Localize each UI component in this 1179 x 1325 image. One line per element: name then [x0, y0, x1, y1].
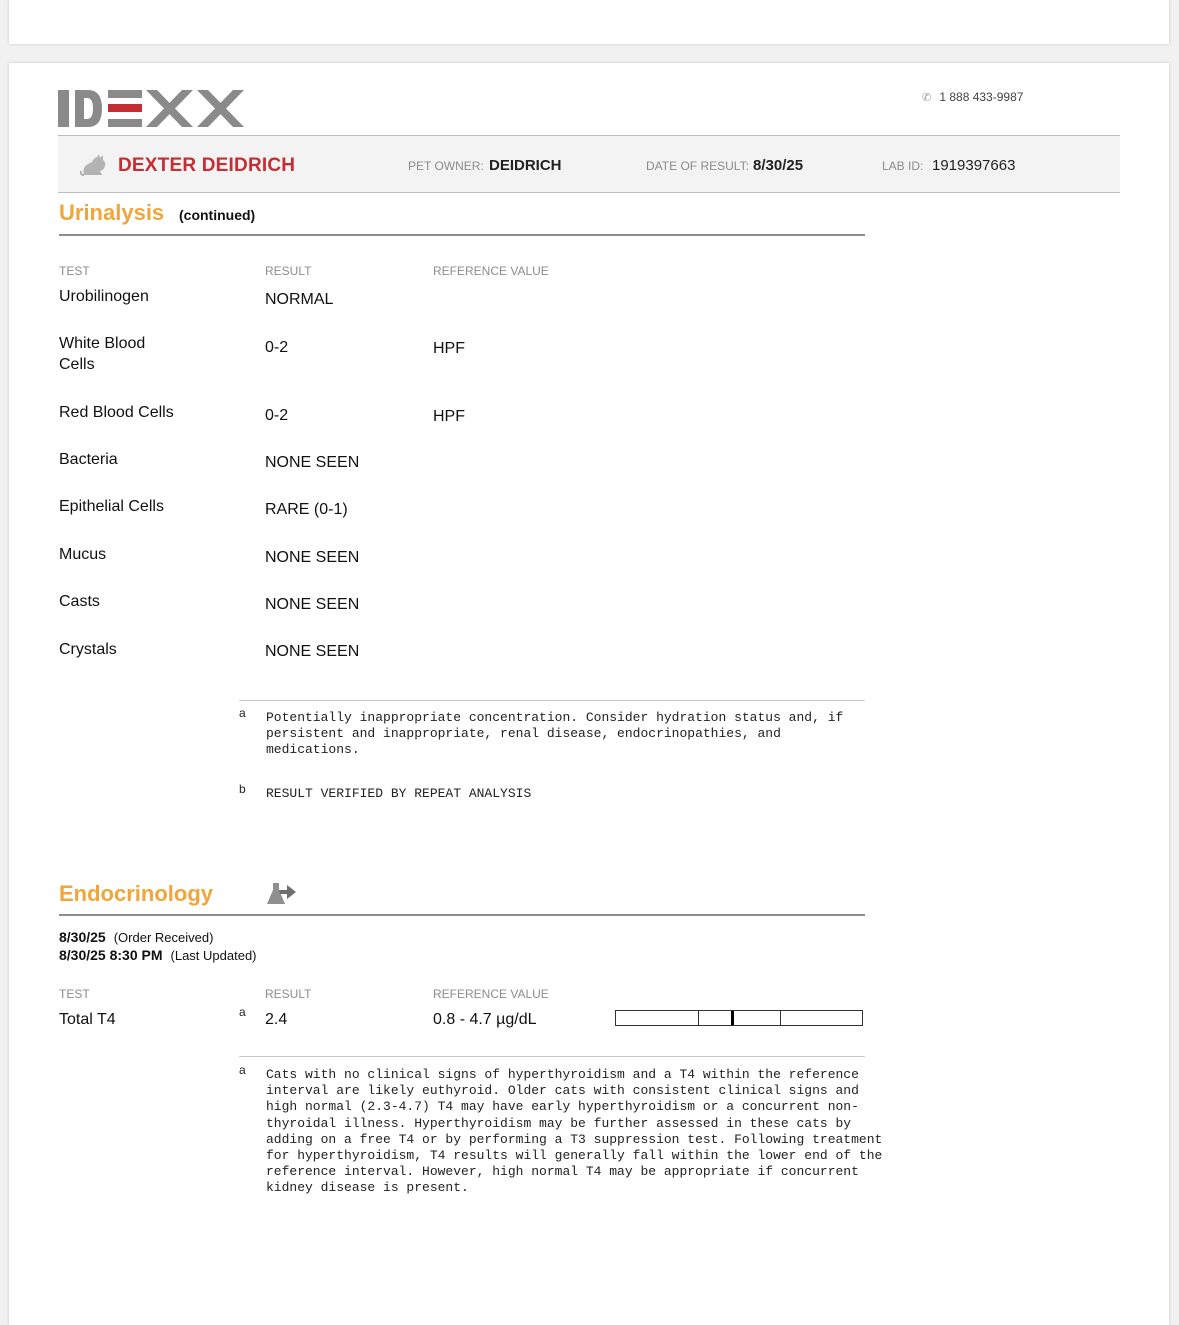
test-result: NONE SEEN	[265, 454, 360, 471]
updated-note: (Last Updated)	[170, 948, 257, 963]
date-of-result-value: 8/30/25	[753, 157, 804, 174]
pet-owner-label: PET OWNER:	[408, 159, 484, 173]
test-name: Crystals	[59, 641, 117, 658]
footnote-text: Cats with no clinical signs of hyperthyroidism and a T4 within the reference interval are likely euthyroid. Older cats with consistent clinical signs and high normal (2.3-4.7) T4 may have early hyperthyroidism or a concurrent non-thyroidal illness. Hyperthyroidism may be further assessed in these cats by adding on a free T4 or by performing a T3 suppression test. Following treatment for hyperthyroidism, T4 results will generally fall within the lower end of the reference interval. However, high normal T4 may be appropriate if concurrent kidney disease is present.	[266, 1067, 883, 1196]
test-name: White Blood Cells	[59, 335, 146, 373]
order-received-line	[59, 929, 213, 945]
reference-range-bar	[615, 1010, 863, 1026]
test-name: Total T4	[59, 1011, 116, 1028]
footnote-text: Potentially inappropriate concentration. Consider hydration status and, if persistent and inappropriate, renal disease, endocrinopathies, and medications.	[266, 710, 844, 758]
footnote-divider	[239, 1056, 865, 1057]
date-of-result-label: DATE OF RESULT:	[646, 159, 749, 173]
reference-column-header: REFERENCE VALUE	[433, 264, 549, 278]
idexx-logo	[58, 90, 244, 127]
phone-number	[922, 90, 1023, 104]
footnote-marker: a	[239, 706, 246, 720]
result-column-header: RESULT	[265, 264, 312, 278]
footnote-divider	[239, 700, 865, 701]
range-low-tick	[698, 1011, 699, 1025]
test-name: Epithelial Cells	[59, 498, 164, 515]
endocrinology-divider	[59, 914, 865, 916]
urinalysis-divider	[59, 234, 865, 236]
test-column-header: TEST	[59, 264, 90, 278]
test-name: Casts	[59, 593, 100, 610]
test-result: NORMAL	[265, 291, 334, 308]
result-column-header: RESULT	[265, 987, 312, 1001]
test-column-header: TEST	[59, 987, 90, 1001]
updated-date: 8/30/25 8:30 PM	[59, 947, 163, 963]
test-result: 0-2	[265, 407, 289, 424]
cat-icon	[80, 153, 110, 177]
previous-page-sheet	[9, 0, 1169, 44]
test-reference: 0.8 - 4.7 µg/dL	[433, 1011, 537, 1028]
result-value-marker	[731, 1011, 734, 1025]
reference-column-header: REFERENCE VALUE	[433, 987, 549, 1001]
test-result: 2.4	[265, 1011, 288, 1028]
test-name: Urobilinogen	[59, 288, 149, 305]
order-note: (Order Received)	[113, 930, 214, 945]
footnote-marker: a	[239, 1005, 246, 1019]
lab-id-label: LAB ID:	[882, 159, 924, 173]
test-result: RARE (0-1)	[265, 501, 348, 518]
test-result: NONE SEEN	[265, 596, 360, 613]
order-date: 8/30/25	[59, 929, 106, 945]
test-name: Mucus	[59, 546, 107, 563]
phone-text: 1 888 433-9987	[939, 90, 1024, 104]
test-result: 0-2	[265, 339, 289, 356]
footnote-marker: b	[239, 782, 246, 796]
test-result: NONE SEEN	[265, 643, 360, 660]
test-name: Bacteria	[59, 451, 118, 468]
footnote-marker: a	[239, 1063, 246, 1077]
pet-owner-value: DEIDRICH	[489, 157, 562, 174]
footnote-text: RESULT VERIFIED BY REPEAT ANALYSIS	[266, 786, 532, 801]
test-name: Red Blood Cells	[59, 404, 174, 421]
phone-icon: ✆	[922, 92, 932, 104]
test-reference: HPF	[433, 340, 465, 357]
test-result: NONE SEEN	[265, 549, 360, 566]
flask-send-icon	[265, 880, 297, 907]
lab-id-value: 1919397663	[932, 157, 1016, 174]
urinalysis-title: Urinalysis	[59, 200, 165, 225]
last-updated-line	[59, 947, 257, 963]
pet-name: DEXTER DEIDRICH	[118, 155, 296, 176]
endocrinology-title: Endocrinology	[59, 881, 213, 906]
range-high-tick	[780, 1011, 781, 1025]
test-reference: HPF	[433, 408, 465, 425]
urinalysis-subtitle: (continued)	[179, 207, 256, 223]
